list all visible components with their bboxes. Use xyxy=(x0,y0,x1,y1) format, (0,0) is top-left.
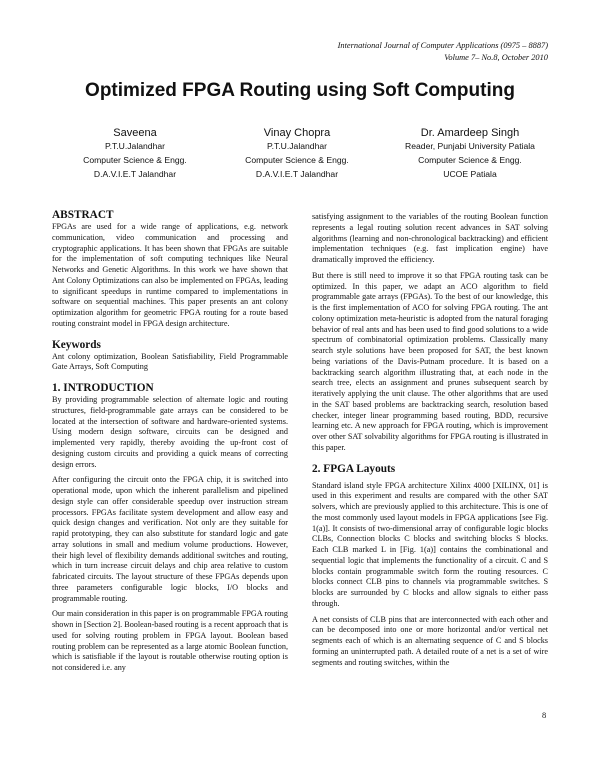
author-affiliation: Reader, Punjabi University Patiala xyxy=(405,141,535,151)
right-column xyxy=(312,212,548,673)
author-affiliation: Computer Science & Engg. xyxy=(83,154,187,165)
left-column xyxy=(52,209,288,679)
author-affiliation: P.T.U.Jalandhar xyxy=(266,141,328,151)
keywords-text: Ant colony optimization, Boolean Satisfiability, Field Programmable Gate Arrays, Soft Computing xyxy=(52,351,288,372)
author-affiliation: Computer Science & Engg. xyxy=(245,154,349,165)
fpga-layouts-heading: 2. FPGA Layouts xyxy=(312,462,396,475)
author-block xyxy=(385,126,555,181)
author-block xyxy=(70,126,200,181)
paragraph: Standard island style FPGA architecture Xilinx 4000 [XILINX, 01] is used in this experiment and results are compared with the other SAT solvers, which are previously applied to this architecture. This is one of the most commonly used layout models in FPGA applications [see Fig. 1(a)]. It consists of two-dimensional array of configurable logic blocks CLBs, Connection blocks C blocks and switching blocks S blocks. Each CLB marked L in [Fig. 1(a)] contains the combinational and sequential logic that implements the functionality of a circuit. C and S blocks contain programmable switch form the routing resources. C blocks connect CLB pins to channels via programmable switches. S blocks are surrounded by C blocks and allow signals to either pass through. xyxy=(312,480,548,608)
paragraph: satisfying assignment to the variables of the routing Boolean function represents a legal routing solution recent advances in SAT solving algorithms (learning and non-chronological backtracking) and efficient implementation techniques (e.g. fast implication engine) have dramatically improved the efficiency. xyxy=(312,212,548,264)
paragraph: But there is still need to improve it so that FPGA routing task can be optimized. In this paper, we adapt an ACO algorithm to field programmable gate arrays (FPGAs). To the best of our knowledge, this is the first implementation of ACO for solving FPGA routing. The ant colony optimization meta-heuristic is adopted from the natural foraging behavior of real ants and has been used to find good solutions to a wide spectrum of combinatorial optimization problems. Classically many search style solutions have been proposed for SAT, the best known being variations of the Davis-Putnam procedure. It is based on a backtracking search algorithm illustrating that, at each node in the search tree, elects an assignment and prunes subsequent search by iteratively applying the unit clause. The other algorithms that are used in the SAT based problems are backtracking search, resolution based checker, integer linear programming based routing, BDD, recursive learning etc. A new approach for FPGA routing, which is improvement over other SAT solvability algorithms for FPGA routing is illustrated in this paper. xyxy=(312,270,548,452)
paragraph: After configuring the circuit onto the FPGA chip, it is switched into operational mode, upon which the inherent parallelism and pipelined design style can offer considerable speedup over instruction stream processors. FPGAs facilitate system development and allow easy and quick design changes and verification. Not only are they suitable for rapid prototyping, they can also substitute for standard logic and gate array solutions in small and medium volume productions. However, their high level of flexibility demands additional switches and routing, which in turn increase circuit delays and chip area relative to custom fabricated circuits. The layout structure of these FPGAs depends upon three parameters configurable logic blocks, I/O blocks and programmable routing. xyxy=(52,475,288,603)
paragraph: Our main consideration in this paper is on programmable FPGA routing shown in [Section 2]. Boolean-based routing is a recent approach that is used for solving routing problem in FPGA layout. Boolean based routing problem can be represented as a large atomic Boolean function, which is satisfiable if the layout is routable otherwise routing option is not considered i.e. any xyxy=(52,609,288,672)
abstract-text: FPGAs are used for a wide range of applications, e.g. network communication, video communication and processing and cryptographic applications. It has been shown that FPGAs are suitable for the implementation of soft computing techniques like Neural Networks and Genetic Algorithms. In this work we have shown that Ant Colony Optimizations can also be implemented on FPGAs, leading to significant speedups in runtime compared to implementations in software on sequential machines. This paper presents an ant colony optimization algorithm for geometric FPGA routing for a route based routing constraint model in FPGA design architecture. xyxy=(52,222,288,328)
author-affiliation: UCOE Patiala xyxy=(443,168,497,179)
journal-name: International Journal of Computer Applications (0975 – 8887) xyxy=(337,41,548,50)
author-affiliation: Computer Science & Engg. xyxy=(418,154,522,165)
abstract-heading: ABSTRACT xyxy=(52,209,114,221)
journal-volume: Volume 7– No.8, October 2010 xyxy=(444,52,548,62)
author-block xyxy=(232,126,362,181)
author-affiliation: D.A.V.I.E.T Jalandhar xyxy=(93,168,177,179)
author-name: Saveena xyxy=(113,127,157,139)
paper-title: Optimized FPGA Routing using Soft Computing xyxy=(85,80,515,101)
author-affiliation: P.T.U.Jalandhar xyxy=(104,141,166,151)
keywords-heading: Keywords xyxy=(52,338,101,351)
author-affiliation: D.A.V.I.E.T Jalandhar xyxy=(255,168,339,179)
introduction-heading: 1. INTRODUCTION xyxy=(52,382,154,394)
paragraph: By providing programmable selection of alternate logic and routing structures, field-programmable gate arrays can be considered to be located at the intersection of software and hardware-oriented systems. Using modern design software, circuits can be designed and implemented very rapidly, thereby avoiding the up-front cost of designing custom circuits and providing a quick means of correcting design errors. xyxy=(52,395,288,469)
author-name: Vinay Chopra xyxy=(263,127,331,139)
paragraph: A net consists of CLB pins that are interconnected with each other and can be decomposed into one or more horizontal and/or vertical net segments each of which is an alternating sequence of C and S blocks forming an uninterrupted path. A detailed route of a net is a set of wire segments and routing switches, within the xyxy=(312,614,548,667)
page-number: 8 xyxy=(542,711,547,720)
journal-header xyxy=(338,40,548,63)
author-name: Dr. Amardeep Singh xyxy=(420,127,520,139)
